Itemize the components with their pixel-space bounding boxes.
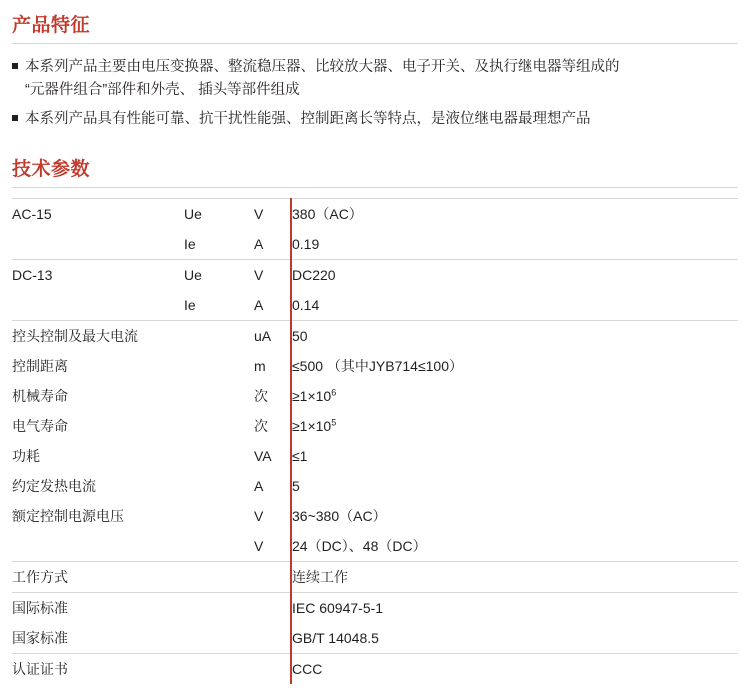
spec-name-cell: 约定发热电流 [12, 477, 96, 494]
spec-value-cell: GB/T 14048.5 [291, 623, 738, 654]
spec-symbol-cell [184, 531, 254, 562]
spec-symbol-cell [184, 441, 254, 471]
spec-unit-cell: 次 [254, 417, 268, 434]
spec-value-cell: $\ge 1\times 10^6$ [291, 381, 738, 411]
spec-table-body [12, 198, 738, 684]
features-list [12, 56, 738, 132]
spec-unit-cell [254, 561, 291, 592]
table-row [12, 623, 738, 654]
spec-value-cell: 24（DC）、48（DC） [291, 531, 738, 562]
spec-symbol-cell [184, 351, 254, 381]
feature-line-2: “元器件组合”部件和外壳、 插头等部件组成 [25, 82, 300, 99]
spec-symbol-cell: Ue [184, 198, 254, 229]
spec-symbol-cell [184, 653, 254, 684]
square-bullet-icon [12, 56, 25, 69]
spec-unit-cell: uA [254, 320, 291, 351]
table-row [12, 259, 738, 290]
spec-value-cell: 0.19 [291, 229, 738, 260]
spec-symbol-cell [184, 471, 254, 501]
table-row [12, 229, 738, 260]
spec-value-exponent: 6 [331, 386, 337, 397]
feature-line-1: 本系列产品主要由电压变换器、整流稳压器、比较放大器、电子开关、及执行继电器等组成的 [25, 59, 620, 75]
spec-symbol-cell [184, 320, 254, 351]
table-row [12, 411, 738, 441]
spec-name-cell: 工作方式 [12, 561, 184, 592]
spec-unit-cell: A [254, 296, 264, 313]
square-bullet-icon [12, 108, 25, 121]
table-row [12, 471, 738, 501]
spec-unit-cell [254, 623, 291, 654]
spec-symbol-cell [184, 561, 254, 592]
spec-name-cell: 国际标准 [12, 592, 184, 623]
spec-value-cell: ≤500 （其中JYB714≤100） [291, 351, 738, 381]
spec-table [12, 198, 738, 684]
spec-unit-cell: A [254, 477, 264, 494]
spec-name-cell: 控头控制及最大电流 [12, 320, 184, 351]
spec-value-cell: 5 [291, 471, 738, 501]
table-row [12, 501, 738, 531]
spec-value-cell: CCC [291, 653, 738, 684]
table-row [12, 351, 738, 381]
table-row [12, 592, 738, 623]
spec-unit-cell: V [254, 198, 291, 229]
spec-unit-cell: VA [254, 447, 272, 464]
table-row [12, 653, 738, 684]
feature-line-1: 本系列产品具有性能可靠、抗干扰性能强、控制距离长等特点，是液位继电器最理想产品 [25, 111, 591, 128]
spec-name-cell [12, 290, 184, 321]
spec-name-cell: 控制距离 [12, 357, 68, 374]
feature-text [25, 108, 591, 131]
spec-value-cell: 380（AC） [291, 198, 738, 229]
spec-name-cell: 电气寿命 [12, 417, 68, 434]
spec-symbol-cell [184, 592, 254, 623]
list-item [12, 108, 738, 131]
spec-name-cell [12, 531, 184, 562]
spec-name-cell: AC-15 [12, 198, 184, 229]
spec-unit-cell [254, 592, 291, 623]
spec-symbol-cell [184, 411, 254, 441]
spec-symbol-cell: Ie [184, 235, 196, 252]
spec-value-cell: 50 [291, 320, 738, 351]
spec-value-cell: 连续工作 [291, 561, 738, 592]
spec-symbol-cell: Ue [184, 259, 254, 290]
spec-unit-cell: V [254, 507, 264, 524]
spec-name-cell: 功耗 [12, 447, 40, 464]
spec-name-cell: 机械寿命 [12, 387, 68, 404]
spec-unit-cell: A [254, 235, 264, 252]
table-row [12, 290, 738, 321]
spec-value-exponent: 5 [331, 416, 337, 427]
spec-value-cell: 0.14 [291, 290, 738, 321]
features-section-title: 产品特征 [12, 10, 738, 44]
spec-value-cell: ≤1 [291, 441, 738, 471]
spec-value-cell: $\ge 1\times 10^5$ [291, 411, 738, 441]
spec-symbol-cell [184, 381, 254, 411]
spec-value-cell: DC220 [291, 259, 738, 290]
spec-symbol-cell [184, 501, 254, 531]
spec-unit-cell [254, 653, 291, 684]
spec-name-cell: 额定控制电源电压 [12, 507, 124, 524]
spec-value-cell: IEC 60947-5-1 [291, 592, 738, 623]
spec-name-cell: DC-13 [12, 259, 184, 290]
spec-symbol-cell: Ie [184, 296, 196, 313]
table-row [12, 198, 738, 229]
spec-unit-cell: 次 [254, 387, 268, 404]
spec-unit-cell: V [254, 537, 264, 554]
spec-unit-cell: m [254, 357, 266, 374]
spec-name-cell [12, 229, 184, 260]
table-row [12, 561, 738, 592]
params-section-title: 技术参数 [12, 154, 738, 188]
spec-unit-cell: V [254, 259, 291, 290]
spec-value-cell: 36~380（AC） [291, 501, 738, 531]
table-row [12, 320, 738, 351]
spec-name-cell: 认证证书 [12, 653, 184, 684]
table-row [12, 531, 738, 562]
feature-text [25, 56, 620, 102]
table-row [12, 381, 738, 411]
list-item [12, 56, 738, 102]
spec-symbol-cell [184, 623, 254, 654]
spec-name-cell: 国家标准 [12, 629, 68, 646]
table-row [12, 441, 738, 471]
